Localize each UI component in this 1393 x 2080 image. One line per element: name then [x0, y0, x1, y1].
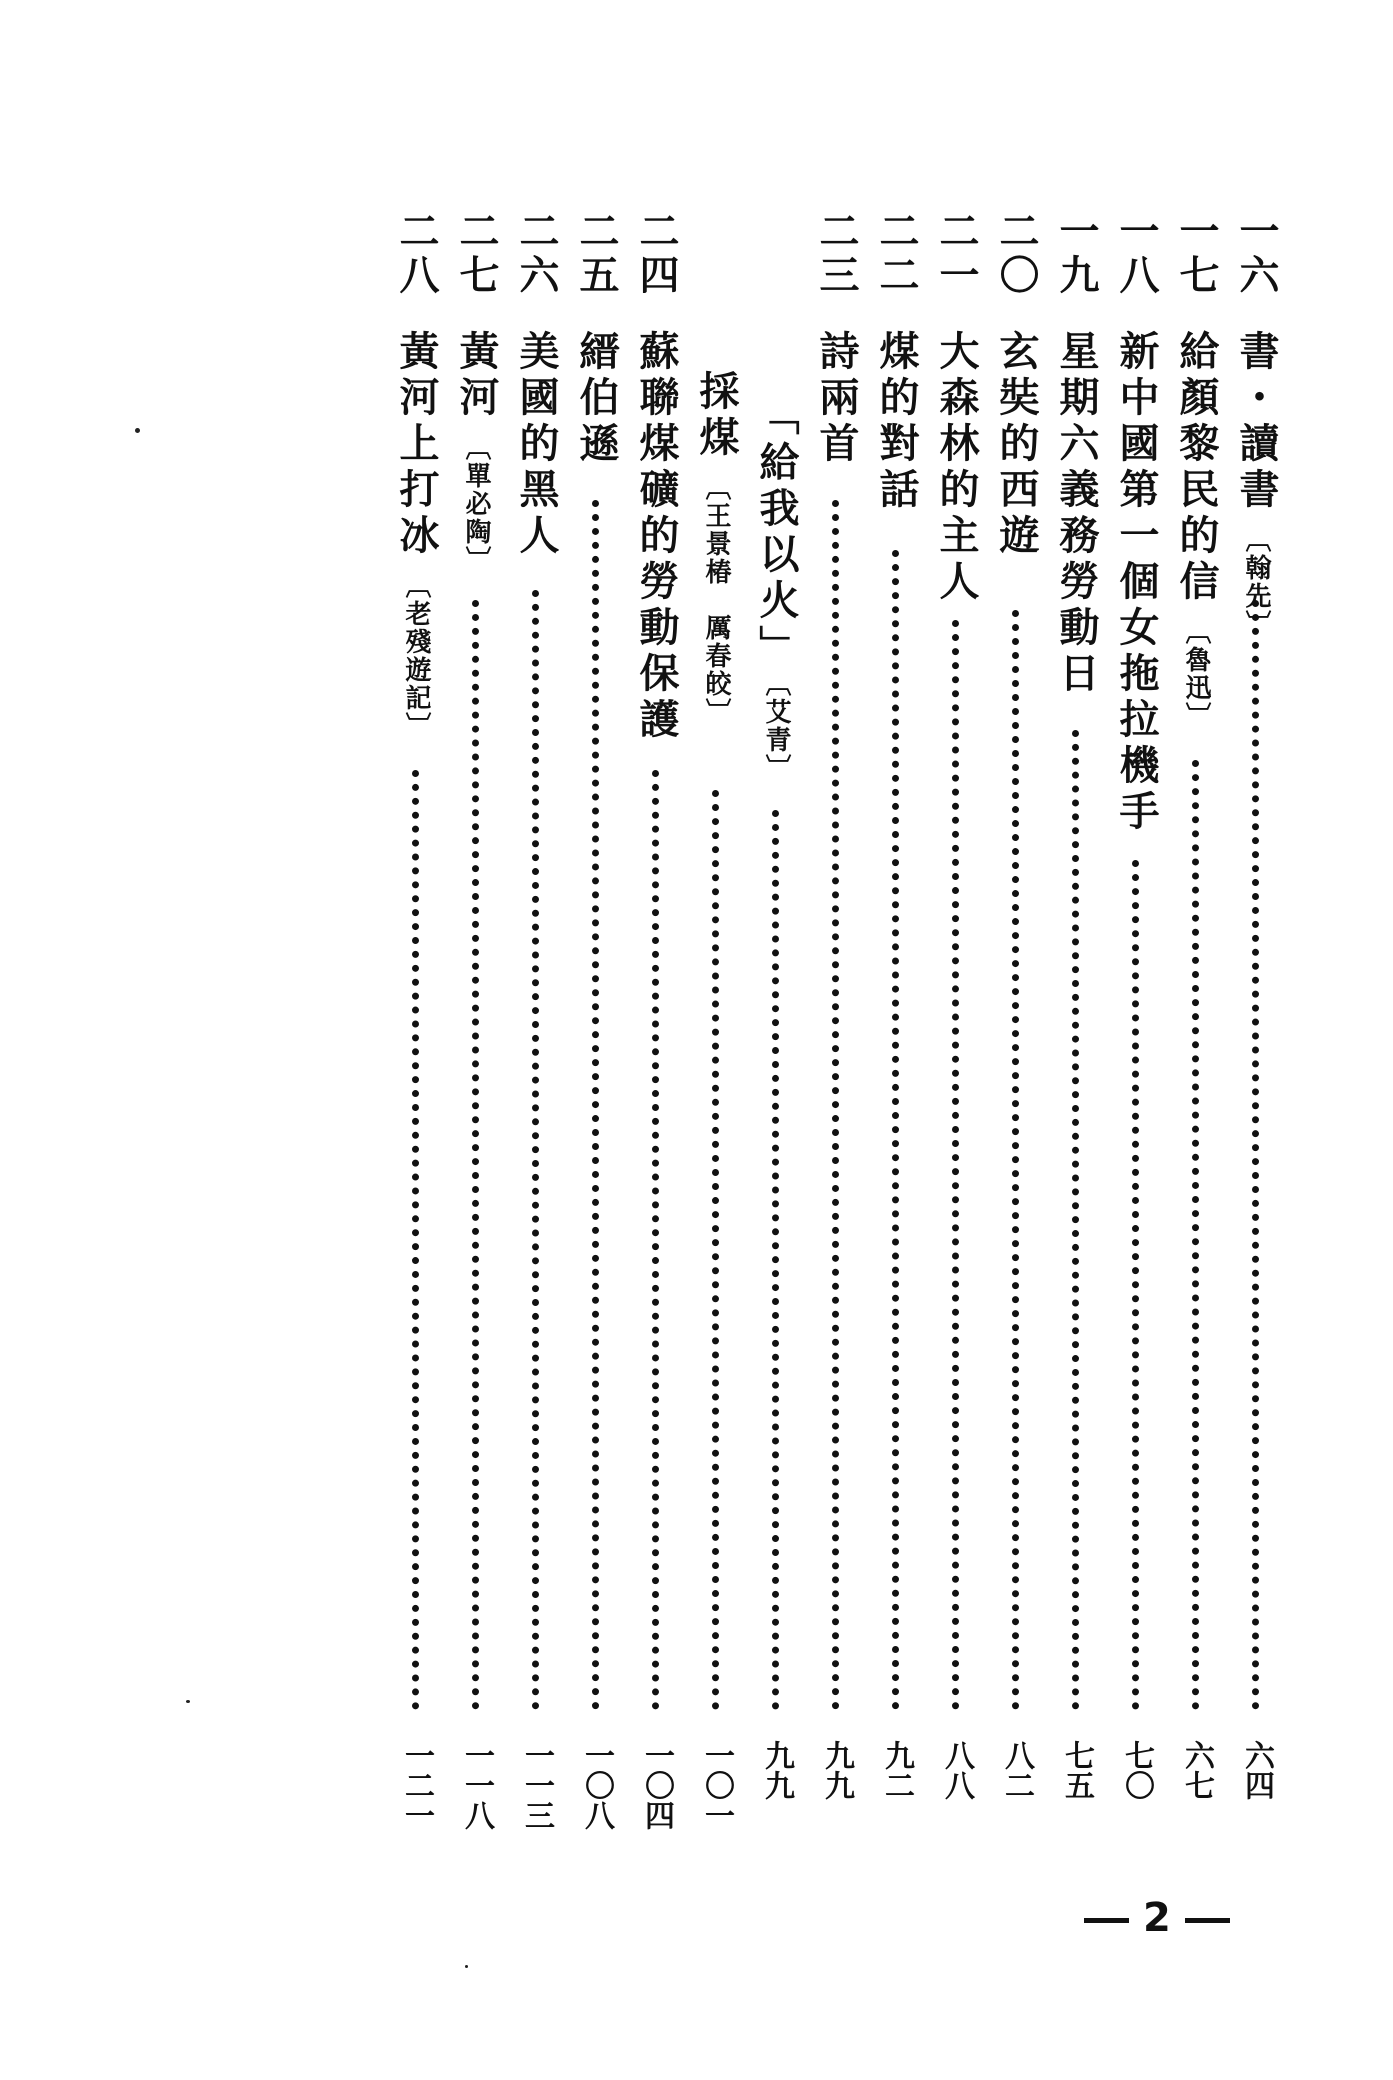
entry-title-text: 縉伯遜 — [573, 330, 620, 468]
toc-entry — [630, 210, 682, 1850]
leader-dots — [592, 500, 599, 1710]
entry-title — [510, 330, 562, 560]
entry-title — [1170, 330, 1222, 730]
entry-title — [1230, 330, 1282, 638]
entry-number: 二三 — [813, 210, 860, 298]
leader-dots — [1132, 860, 1139, 1710]
entry-page-number: 九九 — [819, 1740, 854, 1800]
entry-title-text: 蘇聯煤礦的勞動保護 — [633, 330, 680, 744]
toc-entry — [1110, 210, 1162, 1850]
entry-author: 〔 魯迅 〕 — [1181, 618, 1211, 730]
entry-number: 一八 — [1113, 210, 1160, 298]
leader-dots — [652, 770, 659, 1710]
entry-title — [870, 330, 922, 514]
leader-dots — [1072, 730, 1079, 1710]
entry-number: 二五 — [573, 210, 620, 298]
leader-dots — [772, 810, 779, 1710]
entry-title — [390, 330, 442, 740]
entry-title — [450, 330, 502, 574]
toc-entry — [1170, 210, 1222, 1850]
entry-title-text: 採煤 — [693, 370, 740, 462]
entry-page-number: 九二 — [879, 1740, 914, 1800]
toc-entry — [570, 210, 622, 1850]
leader-dots — [1012, 610, 1019, 1710]
entry-number: 一九 — [1053, 210, 1100, 298]
toc-entry — [870, 210, 922, 1850]
toc-entry — [750, 210, 802, 1850]
leader-dots — [952, 620, 959, 1710]
entry-number: 二四 — [633, 210, 680, 298]
folio-dash — [1185, 1918, 1230, 1923]
entry-author: 〔 王景椿 厲春皎 〕 — [701, 474, 731, 726]
entry-number: 二八 — [393, 210, 440, 298]
table-of-contents — [300, 210, 1290, 1850]
entry-title-text: 書・讀書 — [1233, 330, 1280, 514]
entry-title-text: 星期六義務勞動日 — [1053, 330, 1100, 698]
entry-page-number: 一一三 — [519, 1740, 554, 1830]
entry-title-text: 詩兩首 — [813, 330, 860, 468]
entry-author: 〔 單必陶 〕 — [461, 434, 491, 574]
toc-entry — [1050, 210, 1102, 1850]
entry-title — [750, 395, 802, 782]
entry-page-number: 一〇八 — [579, 1740, 614, 1830]
entry-title-text: 大森林的主人 — [933, 330, 980, 606]
leader-dots — [532, 590, 539, 1710]
scan-speck — [135, 428, 140, 433]
toc-entry — [390, 210, 442, 1850]
folio-dash — [1084, 1918, 1129, 1923]
entry-number: 一六 — [1233, 210, 1280, 298]
leader-dots — [1192, 760, 1199, 1710]
entry-number: 二〇 — [993, 210, 1040, 298]
entry-title — [990, 330, 1042, 560]
entry-number: 一七 — [1173, 210, 1220, 298]
entry-author: 〔 老殘遊記 〕 — [401, 572, 431, 740]
entry-title-text: 煤的對話 — [873, 330, 920, 514]
entry-author: 〔 翰先 〕 — [1241, 526, 1271, 638]
entry-page-number: 六七 — [1179, 1740, 1214, 1800]
entry-title-text: 美國的黑人 — [513, 330, 560, 560]
entry-number: 二二 — [873, 210, 920, 298]
entry-page-number: 一〇一 — [699, 1740, 734, 1830]
toc-entry — [450, 210, 502, 1850]
entry-title-text: 黃河上打冰 — [393, 330, 440, 560]
leader-dots — [1252, 600, 1259, 1710]
entry-page-number: 六四 — [1239, 1740, 1274, 1800]
leader-dots — [832, 500, 839, 1710]
toc-entry — [510, 210, 562, 1850]
entry-page-number: 一二一 — [399, 1740, 434, 1830]
entry-number: 二七 — [453, 210, 500, 298]
entry-page-number: 一一八 — [459, 1740, 494, 1830]
entry-title-text: 玄奘的西遊 — [993, 330, 1040, 560]
leader-dots — [412, 770, 419, 1710]
scan-speck — [465, 1965, 468, 1968]
toc-entry — [990, 210, 1042, 1850]
toc-entry — [1230, 210, 1282, 1850]
entry-title — [570, 330, 622, 468]
leader-dots — [472, 600, 479, 1710]
toc-entry — [930, 210, 982, 1850]
leader-dots — [712, 790, 719, 1710]
entry-number — [690, 210, 742, 310]
entry-number — [750, 210, 802, 310]
entry-title — [810, 330, 862, 468]
folio-number: 2 — [1143, 1895, 1171, 1941]
entry-page-number: 八二 — [999, 1740, 1034, 1800]
entry-title — [630, 330, 682, 744]
entry-title — [930, 330, 982, 606]
scan-speck — [186, 1700, 190, 1703]
entry-page-number: 八八 — [939, 1740, 974, 1800]
entry-number: 二一 — [933, 210, 980, 298]
toc-entry — [690, 210, 742, 1850]
entry-title — [1110, 330, 1162, 836]
entry-title-text: 給顏黎民的信 — [1173, 330, 1220, 606]
entry-page-number: 七〇 — [1119, 1740, 1154, 1800]
entry-page-number: 九九 — [759, 1740, 794, 1800]
entry-author: 〔 艾青 〕 — [761, 683, 791, 782]
leader-dots — [892, 550, 899, 1710]
entry-title — [690, 370, 742, 726]
entry-page-number: 一〇四 — [639, 1740, 674, 1830]
entry-title-text: 新中國第一個女拖拉機手 — [1113, 330, 1160, 836]
entry-title-text: 黃河 — [453, 330, 500, 422]
folio — [1070, 1895, 1244, 1941]
entry-number: 二六 — [513, 210, 560, 298]
toc-entry — [810, 210, 862, 1850]
entry-title — [1050, 330, 1102, 698]
entry-title-text: 「給我以火」 — [753, 395, 800, 671]
entry-page-number: 七五 — [1059, 1740, 1094, 1800]
